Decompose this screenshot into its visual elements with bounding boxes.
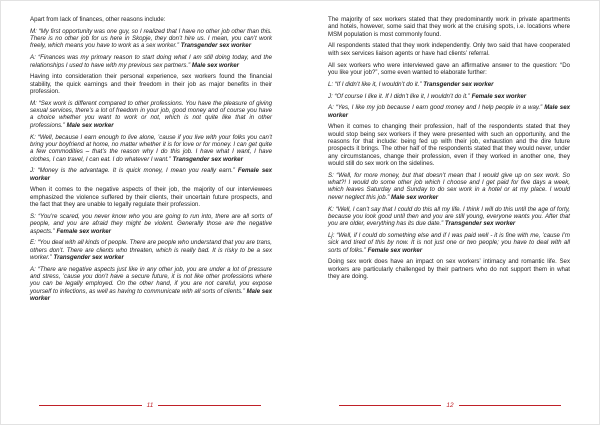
- footer-rule-left: [39, 405, 142, 406]
- speaker-attribution: Female sex worker: [367, 246, 423, 254]
- speaker-attribution: Transgender sex worker: [53, 253, 124, 261]
- quote-paragraph: [328, 93, 570, 100]
- paragraph-text: Apart from lack of finances, other reasons include:: [30, 16, 166, 23]
- speaker-attribution: Male sex worker: [191, 61, 240, 69]
- quote-paragraph: [328, 232, 570, 254]
- paragraph-text: When it comes to the negative aspects of their job, the majority of our interviewees emphasized the violence suffered by their clients, their uncertain future prospects, and the fact that they are unable to legally regulate their profession.: [30, 186, 272, 209]
- page-left-content: [30, 16, 272, 302]
- paragraph-text: The majority of sex workers stated that they predominantly work in private apartments and hotels, however, some said that they work at the cruising spots, i.e. locations where MSM population is most commonly found.: [328, 16, 570, 38]
- paragraph-text: Doing sex work does have an impact on sex workers’ intimacy and romantic life. Sex workers are particularly challenged by their partners who do not support them in what they are doing.: [328, 258, 570, 281]
- paragraph-text: S: “Well, for more money, but that doesn’t mean that I would give up on sex work. So what?! I would do some other job which I choose and I get paid for five days a week, which leaves Saturday and Sunday to do sex work in a hotel or at my place. I would never neglect this job.”: [328, 171, 570, 201]
- body-paragraph: [30, 186, 272, 208]
- body-paragraph: [328, 123, 570, 167]
- footer-rule-right: [459, 405, 561, 406]
- speaker-attribution: Male sex worker: [328, 104, 570, 119]
- quote-paragraph: [328, 104, 570, 119]
- body-paragraph: [328, 62, 570, 77]
- paragraph-text: A: “Yes, I like my job because I earn good money and I help people in a way.”: [328, 104, 543, 112]
- paragraph-text: J: “Money is the advantage. It is quick money, I mean you really earn.”: [30, 167, 235, 175]
- quote-paragraph: [30, 54, 272, 69]
- paragraph-text: K: “Well, because I earn enough to live alone, ’cause if you live with your folks you can’t bring your boyfriend at home, no matter whether it is for love or for money. I can get quite a few commodities – that’s the reason why I do this job. I have what I want, I have clothes, I can travel, I can eat. I do whatever I want.”: [30, 133, 272, 163]
- paragraph-text: M: “My first opportunity was one guy, so I realized that I have no other job other than this. There is no other job for us here in Skopje, they don’t hire us. I mean, you can’t work freely, which means you have to work as a sex worker.”: [30, 27, 272, 50]
- page-left-footer: [39, 403, 261, 410]
- paragraph-text: All sex workers who were interviewed gave an affirmative answer to the question: “Do you like your job?”, some even wanted to elaborate further:: [328, 61, 570, 76]
- speaker-attribution: Transgender sex worker: [180, 42, 252, 50]
- paragraph-text: L: “If I didn’t like it, I wouldn’t do it.”: [328, 80, 422, 88]
- paragraph-text: S: “You’re scared, you never know who you are going to run into, there are all sorts of people, and you are afraid they might be violent. Generally those are the negative aspects.”: [30, 212, 272, 235]
- paragraph-text: When it comes to changing their profession, half of the respondents stated that they would stop being sex workers if they were presented with such an opportunity, and the reasons for that include: being fed up with their job, exhaustion and the dire future prospects it brings. The other half of the respondents stated that they would never, under any circumstances, change their profession, even if they worked in another one, they would still do sex work on the sidelines.: [328, 123, 570, 167]
- quote-paragraph: [328, 206, 570, 228]
- quote-paragraph: [30, 239, 272, 261]
- body-paragraph: [328, 258, 570, 280]
- speaker-attribution: Male sex worker: [391, 193, 439, 201]
- quote-paragraph: [30, 134, 272, 163]
- quote-paragraph: [30, 266, 272, 303]
- paragraph-text: Lj: “Well, if I could do something else and if I was paid well - it is fine with me, ’cause I’m sick and tired of this by now. It is not just one or two people; you have to deal with all sorts of folks.”: [328, 232, 570, 254]
- paragraph-text: A: “There are negative aspects just like in any other job, you are under a lot of pressure and stress, ’cause you don’t have a secure future, it is not like other professions where you can be legally employed. On the other hand, if you are not careful, you expose yourself to infections, as well as having to communicate with all sorts of clients.”: [30, 265, 272, 295]
- body-paragraph: [30, 73, 272, 95]
- paragraph-text: All respondents stated that they work independently. Only two said that have cooperated with sex services liaison agents or have had clients’ referral.: [328, 42, 570, 57]
- speaker-attribution: Female sex worker: [56, 227, 111, 235]
- speaker-attribution: Female sex worker: [471, 92, 527, 100]
- footer-rule-right: [158, 405, 261, 406]
- body-paragraph: [328, 42, 570, 57]
- speaker-attribution: Transgender sex worker: [444, 220, 516, 228]
- page-right: [300, 0, 600, 425]
- quote-paragraph: [30, 100, 272, 129]
- paragraph-text: Having into consideration their personal experience, sex workers found the financial stability, the quick earnings and their freedom in their job as major benefits in their profession.: [30, 73, 272, 95]
- body-paragraph: [328, 16, 570, 38]
- body-paragraph: [30, 16, 272, 23]
- page-number: 12: [446, 401, 454, 409]
- paragraph-text: K: “Well, I can’t say that I could do this all my life. I think I will do this until the age of forty, because you look good until then and you are still young, everyone wants you. After that you are older, everything has its due date.”: [328, 205, 570, 228]
- paragraph-text: E: “You deal with all kinds of people. There are people who understand that you are trans, others don’t. There are clients who threaten, which is really bad. It is risky to be a sex worker.”: [30, 239, 272, 261]
- footer-rule-left: [339, 405, 441, 406]
- paragraph-text: A: “Finances was my primary reason to start doing what I am still doing today, and the relationships I used to have with my previous sex partners.”: [30, 54, 272, 69]
- page-right-content: [328, 16, 570, 280]
- speaker-attribution: Male sex worker: [66, 121, 114, 129]
- quote-paragraph: [30, 213, 272, 235]
- quote-paragraph: [328, 172, 570, 201]
- speaker-attribution: Transgender sex worker: [423, 80, 494, 88]
- quote-paragraph: [30, 167, 272, 182]
- page-number: 11: [146, 401, 154, 409]
- speaker-attribution: Female sex worker: [30, 167, 272, 182]
- speaker-attribution: Male sex worker: [30, 287, 272, 302]
- quote-paragraph: [30, 28, 272, 50]
- paragraph-text: M: “Sex work is different compared to other professions. You have the pleasure of giving sexual services, there’s a lot of freedom in your job, good money and of course you have a choice whether you want to work or not, which is not quite like that in other professions.”: [30, 99, 272, 129]
- quote-paragraph: [328, 81, 570, 88]
- speaker-attribution: Transgender sex worker: [172, 155, 243, 163]
- page-right-footer: [339, 403, 561, 410]
- paragraph-text: J: “Of course I like it. If I didn’t like it, I wouldn’t do it.”: [328, 92, 470, 100]
